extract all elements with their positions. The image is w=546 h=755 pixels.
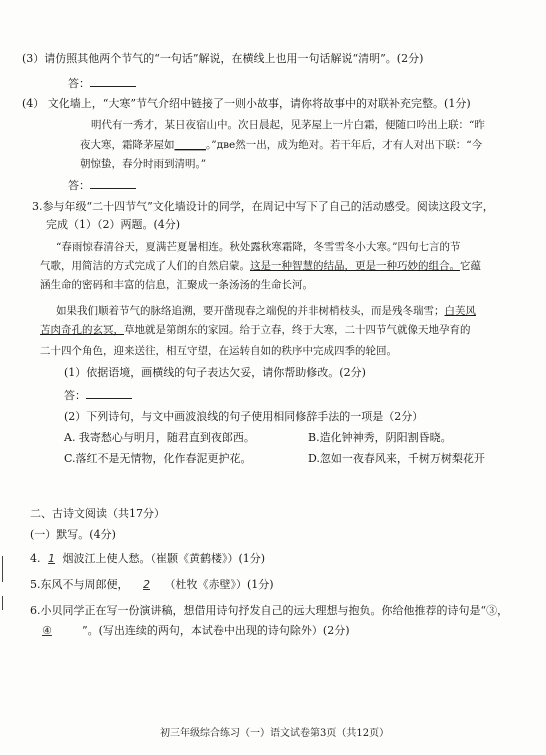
q4-text: 烟波江上使人愁。（崔颢《黄鹤楼》）(1分) bbox=[62, 552, 266, 565]
passage-line bbox=[40, 259, 481, 273]
story-text: 夜大寒，霜降茅屋如 bbox=[80, 139, 175, 151]
passage-text: 气歌，用简洁的方式完成了人们的自然启蒙。 bbox=[40, 260, 250, 272]
answer-blank[interactable] bbox=[90, 76, 136, 87]
q3-stem: 完成（1）（2）两题。(4分) bbox=[46, 218, 181, 231]
option-a[interactable]: A. 我寄愁心与明月，随君直到夜郎西。 bbox=[64, 431, 255, 444]
q5-source: （杜牧《赤壁》）(1分) bbox=[164, 578, 274, 591]
answer-blank[interactable] bbox=[90, 178, 136, 189]
passage-text: 如果我们顺着节气的脉络追溯，要开凿现春之端倪的并非树梢枝头，而是残冬瑞雪； bbox=[56, 305, 445, 317]
binding-edge-mark bbox=[2, 556, 3, 582]
underlined-sentence: 这是一种智慧的结晶，更是一种巧妙的组合。 bbox=[250, 260, 460, 272]
q5-text: 5.东风不与周郎便， bbox=[30, 578, 129, 591]
q4-number: 4. bbox=[30, 552, 41, 565]
q6-line: 6.小贝同学正在写一份演讲稿，想借用诗句抒发自己的远大理想与抱负。你给他推荐的诗句是“③， bbox=[30, 604, 509, 617]
option-c[interactable]: C.落红不是无情物，化作春泥更护花。 bbox=[64, 452, 252, 465]
story-line bbox=[80, 138, 482, 152]
wavy-sentence: 苫肉奇孔的玄冥， bbox=[40, 324, 124, 336]
option-b[interactable]: B.造化钟神秀，阴阳割昏晓。 bbox=[308, 431, 452, 444]
story-line: 明代有一秀才，某日夜宿山中。次日晨起，见茅屋上一片白霜，便随口吟出上联：“昨 bbox=[91, 119, 485, 131]
q3-1-answer-row bbox=[64, 388, 132, 403]
q4-blank[interactable]: 1 bbox=[48, 552, 55, 565]
passage-line: 涵生命的密码和丰富的信息，汇聚成一条汤汤的生命长河。 bbox=[40, 279, 313, 291]
couplet-blank[interactable]: ______ bbox=[174, 139, 206, 151]
answer-blank[interactable] bbox=[86, 388, 132, 399]
option-d[interactable]: D.忽如一夜春风来，千树万树梨花开 bbox=[308, 452, 485, 465]
q6-blank[interactable]: ④ bbox=[42, 624, 52, 637]
passage-text: 草地就是第朗东的家园。给于立春，终于大寒，二十四节气就像天地孕育的 bbox=[124, 324, 471, 336]
passage-line bbox=[40, 323, 471, 337]
answer-label: 答： bbox=[68, 179, 90, 192]
q4-row bbox=[30, 552, 265, 566]
q6-text: ”。(写出连续的两句，本试卷中出现的诗句除外）(2分) bbox=[82, 624, 350, 637]
q3-sub4-answer-row bbox=[68, 178, 136, 193]
q5-row bbox=[30, 578, 274, 592]
passage-line: “春雨惊春清谷天，夏满芒夏暑相连。秋处露秋寒霜降，冬雪雪冬小大寒。”四句七言的节 bbox=[56, 241, 461, 253]
passage-line: 二十四个角色，迎来送往，相互守望，在运转自如的秩序中完成四季的轮回。 bbox=[40, 345, 397, 357]
passage-line bbox=[56, 304, 476, 318]
section-heading: 二、古诗文阅读（共17分） bbox=[30, 507, 165, 520]
binding-edge-mark bbox=[2, 596, 3, 610]
q3-sub3-answer-row bbox=[68, 76, 136, 91]
passage-text: 它蕴 bbox=[460, 260, 481, 272]
q5-blank[interactable]: 2 bbox=[143, 578, 150, 591]
answer-label: 答： bbox=[64, 389, 86, 402]
story-text: 。”две然一出，成为绝对。若干年后，才有人对出下联：“今 bbox=[206, 139, 483, 151]
q6-line bbox=[42, 624, 350, 638]
q3-stem: 3.参与年级“二十四节气”文化墙设计的同学，在周记中写下了自己的活动感受。阅读这段文字， bbox=[32, 200, 494, 213]
q3-sub3-question: (3）请仿照其他两个节气的“一句话”解说，在横线上也用一句话解说“清明”。(2分) bbox=[22, 52, 424, 65]
q3-1-question: (1）依据语境，画横线的句子表达欠妥，请你帮助修改。(2分) bbox=[64, 366, 366, 379]
q3-2-question: (2）下列诗句，与文中画波浪线的句子使用相同修辞手法的一项是（2分） bbox=[64, 410, 424, 423]
q3-sub4-question: (4） 文化墙上，“大寒”节气介绍中链接了一则小故事，请你将故事中的对联补充完整。(1分) bbox=[22, 97, 471, 110]
subsection-heading: (一）默写。(4分) bbox=[30, 528, 116, 541]
story-line: 朝惊蛰，春分时雨到清明。” bbox=[80, 158, 207, 170]
page-footer: 初三年级综合练习（一）语文试卷第3页（共12页） bbox=[160, 728, 390, 739]
answer-label: 答： bbox=[68, 77, 90, 90]
wavy-sentence: 白芙风 bbox=[444, 305, 476, 317]
